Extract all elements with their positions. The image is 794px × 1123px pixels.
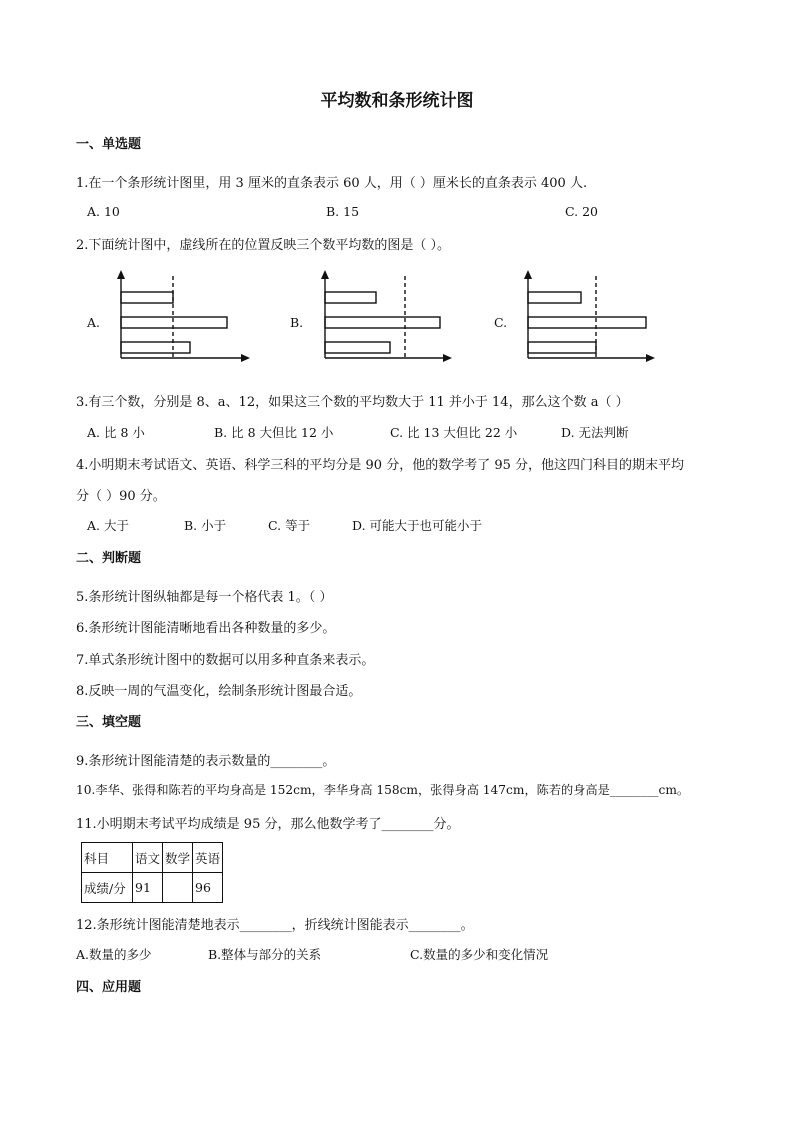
table-cell: 英语 bbox=[193, 843, 223, 873]
question-4-line-2: 分（ ）90 分。 bbox=[76, 489, 166, 504]
q4-option-d[interactable]: D. 可能大于也可能小于 bbox=[352, 518, 483, 533]
q12-option-c[interactable]: C.数量的多少和变化情况 bbox=[410, 947, 549, 962]
table-row bbox=[82, 843, 223, 873]
table-cell: 科目 bbox=[82, 843, 133, 873]
table-cell: 91 bbox=[133, 873, 163, 903]
page-title: 平均数和条形统计图 bbox=[320, 91, 474, 111]
question-5: 5.条形统计图纵轴都是每一个格代表 1。（ ） bbox=[76, 590, 333, 605]
question-11: 11.小明期末考试平均成绩是 95 分，那么他数学考了________分。 bbox=[76, 817, 460, 832]
question-7: 7.单式条形统计图中的数据可以用多种直条来表示。 bbox=[76, 653, 375, 668]
section-heading-fill-blank: 三、填空题 bbox=[76, 715, 142, 730]
q1-option-b[interactable]: B. 15 bbox=[326, 204, 360, 219]
q2-option-b[interactable]: B. bbox=[290, 315, 304, 330]
question-8: 8.反映一周的气温变化，绘制条形统计图最合适。 bbox=[76, 684, 362, 699]
section-heading-single-choice: 一、单选题 bbox=[76, 137, 142, 152]
table-cell: 数学 bbox=[163, 843, 193, 873]
question-10: 10.李华、张得和陈若的平均身高是 152cm，李华身高 158cm，张得身高 147cm，陈若的身高是________cm。 bbox=[76, 783, 690, 797]
q2-chart-c bbox=[515, 268, 655, 363]
score-table bbox=[81, 842, 223, 903]
table-row bbox=[82, 873, 223, 903]
question-4-line-1: 4.小明期末考试语文、英语、科学三科的平均分是 90 分，他的数学考了 95 分，他这四门科目的期末平均 bbox=[76, 458, 685, 473]
q4-option-c[interactable]: C. 等于 bbox=[268, 518, 311, 533]
question-2: 2.下面统计图中，虚线所在的位置反映三个数平均数的图是（ ）。 bbox=[76, 238, 451, 253]
question-12: 12.条形统计图能清楚地表示________，折线统计图能表示________。 bbox=[76, 918, 474, 933]
question-6: 6.条形统计图能清晰地看出各种数量的多少。 bbox=[76, 621, 336, 636]
question-3: 3.有三个数，分别是 8、a、12，如果这三个数的平均数大于 11 并小于 14，那么这个数 a（ ） bbox=[76, 395, 629, 410]
q3-option-b[interactable]: B. 比 8 大但比 12 小 bbox=[214, 425, 334, 440]
q1-option-a[interactable]: A. 10 bbox=[87, 204, 120, 219]
q4-option-a[interactable]: A. 大于 bbox=[87, 518, 129, 533]
table-cell: 语文 bbox=[133, 843, 163, 873]
q1-option-c[interactable]: C. 20 bbox=[565, 204, 598, 219]
section-heading-true-false: 二、判断题 bbox=[76, 551, 142, 566]
q12-option-b[interactable]: B.整体与部分的关系 bbox=[208, 947, 322, 962]
q3-option-c[interactable]: C. 比 13 大但比 22 小 bbox=[390, 425, 518, 440]
question-1: 1.在一个条形统计图里，用 3 厘米的直条表示 60 人，用（ ）厘米长的直条表示 400 人. bbox=[76, 176, 588, 191]
table-cell: 成绩/分 bbox=[82, 873, 133, 903]
math-score-blank[interactable] bbox=[163, 873, 193, 903]
table-cell: 96 bbox=[193, 873, 223, 903]
q4-option-b[interactable]: B. 小于 bbox=[184, 518, 227, 533]
question-9: 9.条形统计图能清楚的表示数量的________。 bbox=[76, 754, 336, 769]
q3-option-d[interactable]: D. 无法判断 bbox=[561, 425, 629, 440]
q2-option-c[interactable]: C. bbox=[494, 315, 508, 330]
q12-option-a[interactable]: A.数量的多少 bbox=[76, 947, 152, 962]
q2-chart-a bbox=[110, 268, 250, 363]
q2-chart-b bbox=[312, 268, 452, 363]
q3-option-a[interactable]: A. 比 8 小 bbox=[87, 425, 145, 440]
section-heading-application: 四、应用题 bbox=[76, 980, 142, 995]
q2-option-a[interactable]: A. bbox=[87, 315, 101, 330]
